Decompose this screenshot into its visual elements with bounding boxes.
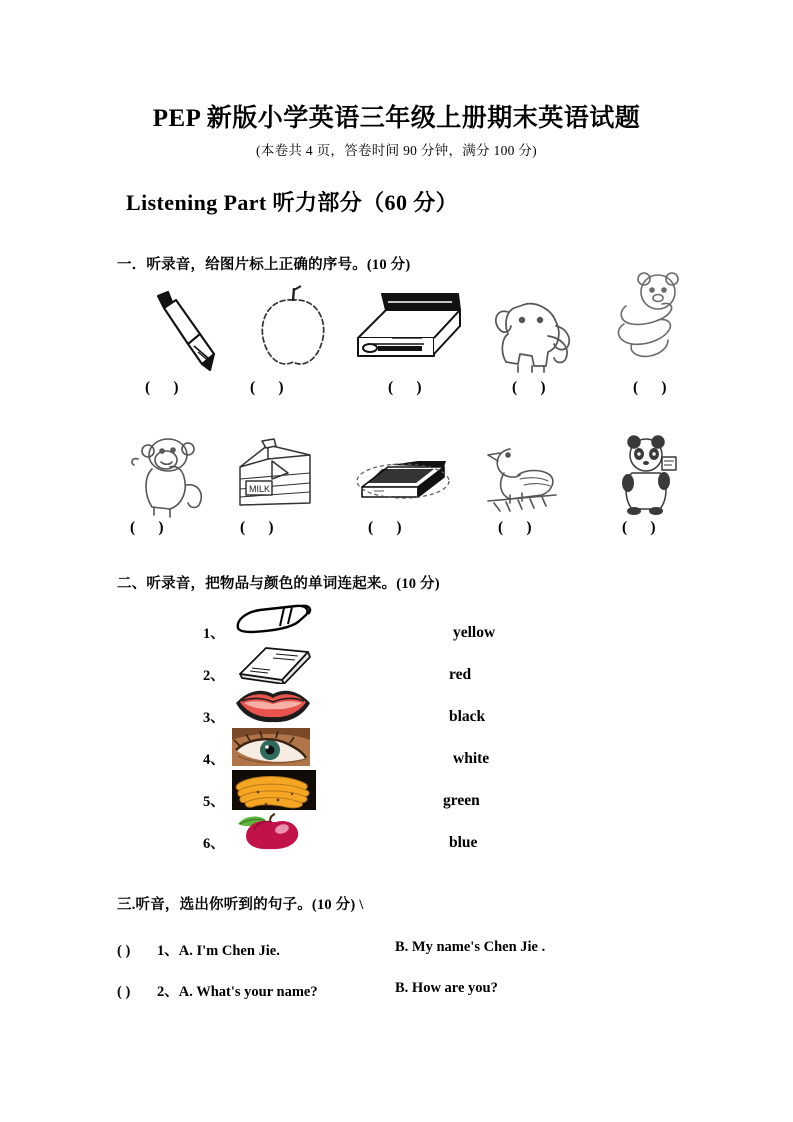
picture-row-2-answer-blanks	[0, 519, 793, 541]
mouth-photo-icon	[232, 686, 314, 724]
panda-icon	[600, 429, 710, 525]
listening-part-heading: Listening Part 听力部分（60 分）	[126, 190, 459, 215]
answer-blank[interactable]: ( )	[117, 943, 131, 959]
question-row	[117, 939, 546, 960]
answer-blank[interactable]: ( )	[622, 519, 656, 536]
match-item-number: 3、	[203, 710, 225, 726]
question-row	[117, 980, 498, 1001]
option-b[interactable]: B. My name's Chen Jie .	[395, 939, 546, 955]
banana-photo-icon	[232, 770, 316, 810]
elephant-icon	[478, 282, 588, 378]
picture-row-1-answer-blanks	[0, 379, 793, 401]
answer-blank[interactable]: ( )	[117, 984, 131, 1000]
color-word: yellow	[453, 624, 496, 641]
bear-icon	[600, 268, 710, 364]
bird-icon	[470, 429, 580, 525]
section-2-heading: 二、听录音，把物品与颜色的单词连起来。(10 分)	[117, 576, 440, 592]
color-word: black	[449, 708, 486, 725]
match-row	[0, 644, 793, 687]
option-b[interactable]: B. How are you?	[395, 980, 498, 996]
match-row	[0, 686, 793, 729]
option-a[interactable]: A. I'm Chen Jie.	[178, 943, 280, 959]
answer-blank[interactable]: ( )	[368, 519, 402, 536]
pen-icon	[138, 282, 248, 378]
match-row	[0, 728, 793, 771]
match-item-number: 4、	[203, 752, 225, 768]
eraser-icon	[348, 429, 458, 525]
match-item-number: 6、	[203, 836, 225, 852]
section-1-heading: 一．听录音，给图片标上正确的序号。(10 分)	[117, 257, 411, 273]
match-row	[0, 602, 793, 645]
answer-blank[interactable]: ( )	[498, 519, 532, 536]
color-word: green	[443, 792, 480, 809]
match-row	[0, 812, 793, 855]
picture-row-2	[0, 425, 793, 525]
picture-row-1	[0, 278, 793, 378]
answer-blank[interactable]: ( )	[250, 379, 284, 396]
answer-blank[interactable]: ( )	[240, 519, 274, 536]
match-item-number: 2、	[203, 668, 225, 684]
match-item-number: 5、	[203, 794, 225, 810]
pencil-case-icon	[348, 282, 458, 378]
apple-photo-icon	[232, 810, 310, 852]
eye-photo-icon	[232, 728, 310, 766]
section-3-heading: 三.听音，选出你听到的句子。(10 分) \	[117, 897, 364, 913]
answer-blank[interactable]: ( )	[130, 519, 164, 536]
answer-blank[interactable]: ( )	[145, 379, 179, 396]
notebook-photo-icon	[232, 644, 314, 684]
answer-blank[interactable]: ( )	[633, 379, 667, 396]
question-number: 2、	[157, 984, 179, 1000]
match-item-number: 1、	[203, 626, 225, 642]
svg-text:MILK: MILK	[249, 484, 271, 494]
question-number: 1、	[157, 943, 179, 959]
apple-outline-icon	[238, 282, 348, 378]
option-a[interactable]: A. What's your name?	[178, 984, 318, 1000]
answer-blank[interactable]: ( )	[512, 379, 546, 396]
milk-carton-icon	[222, 429, 332, 525]
pen-photo-icon	[232, 602, 314, 634]
color-word: white	[453, 750, 490, 767]
color-word: blue	[449, 834, 478, 851]
color-word: red	[449, 666, 472, 683]
answer-blank[interactable]: ( )	[388, 379, 422, 396]
page-subtitle: (本卷共 4 页，答卷时间 90 分钟，满分 100 分)	[256, 143, 537, 158]
page-title: PEP 新版小学英语三年级上册期末英语试题	[152, 105, 641, 132]
monkey-icon	[118, 429, 228, 525]
match-row	[0, 770, 793, 813]
